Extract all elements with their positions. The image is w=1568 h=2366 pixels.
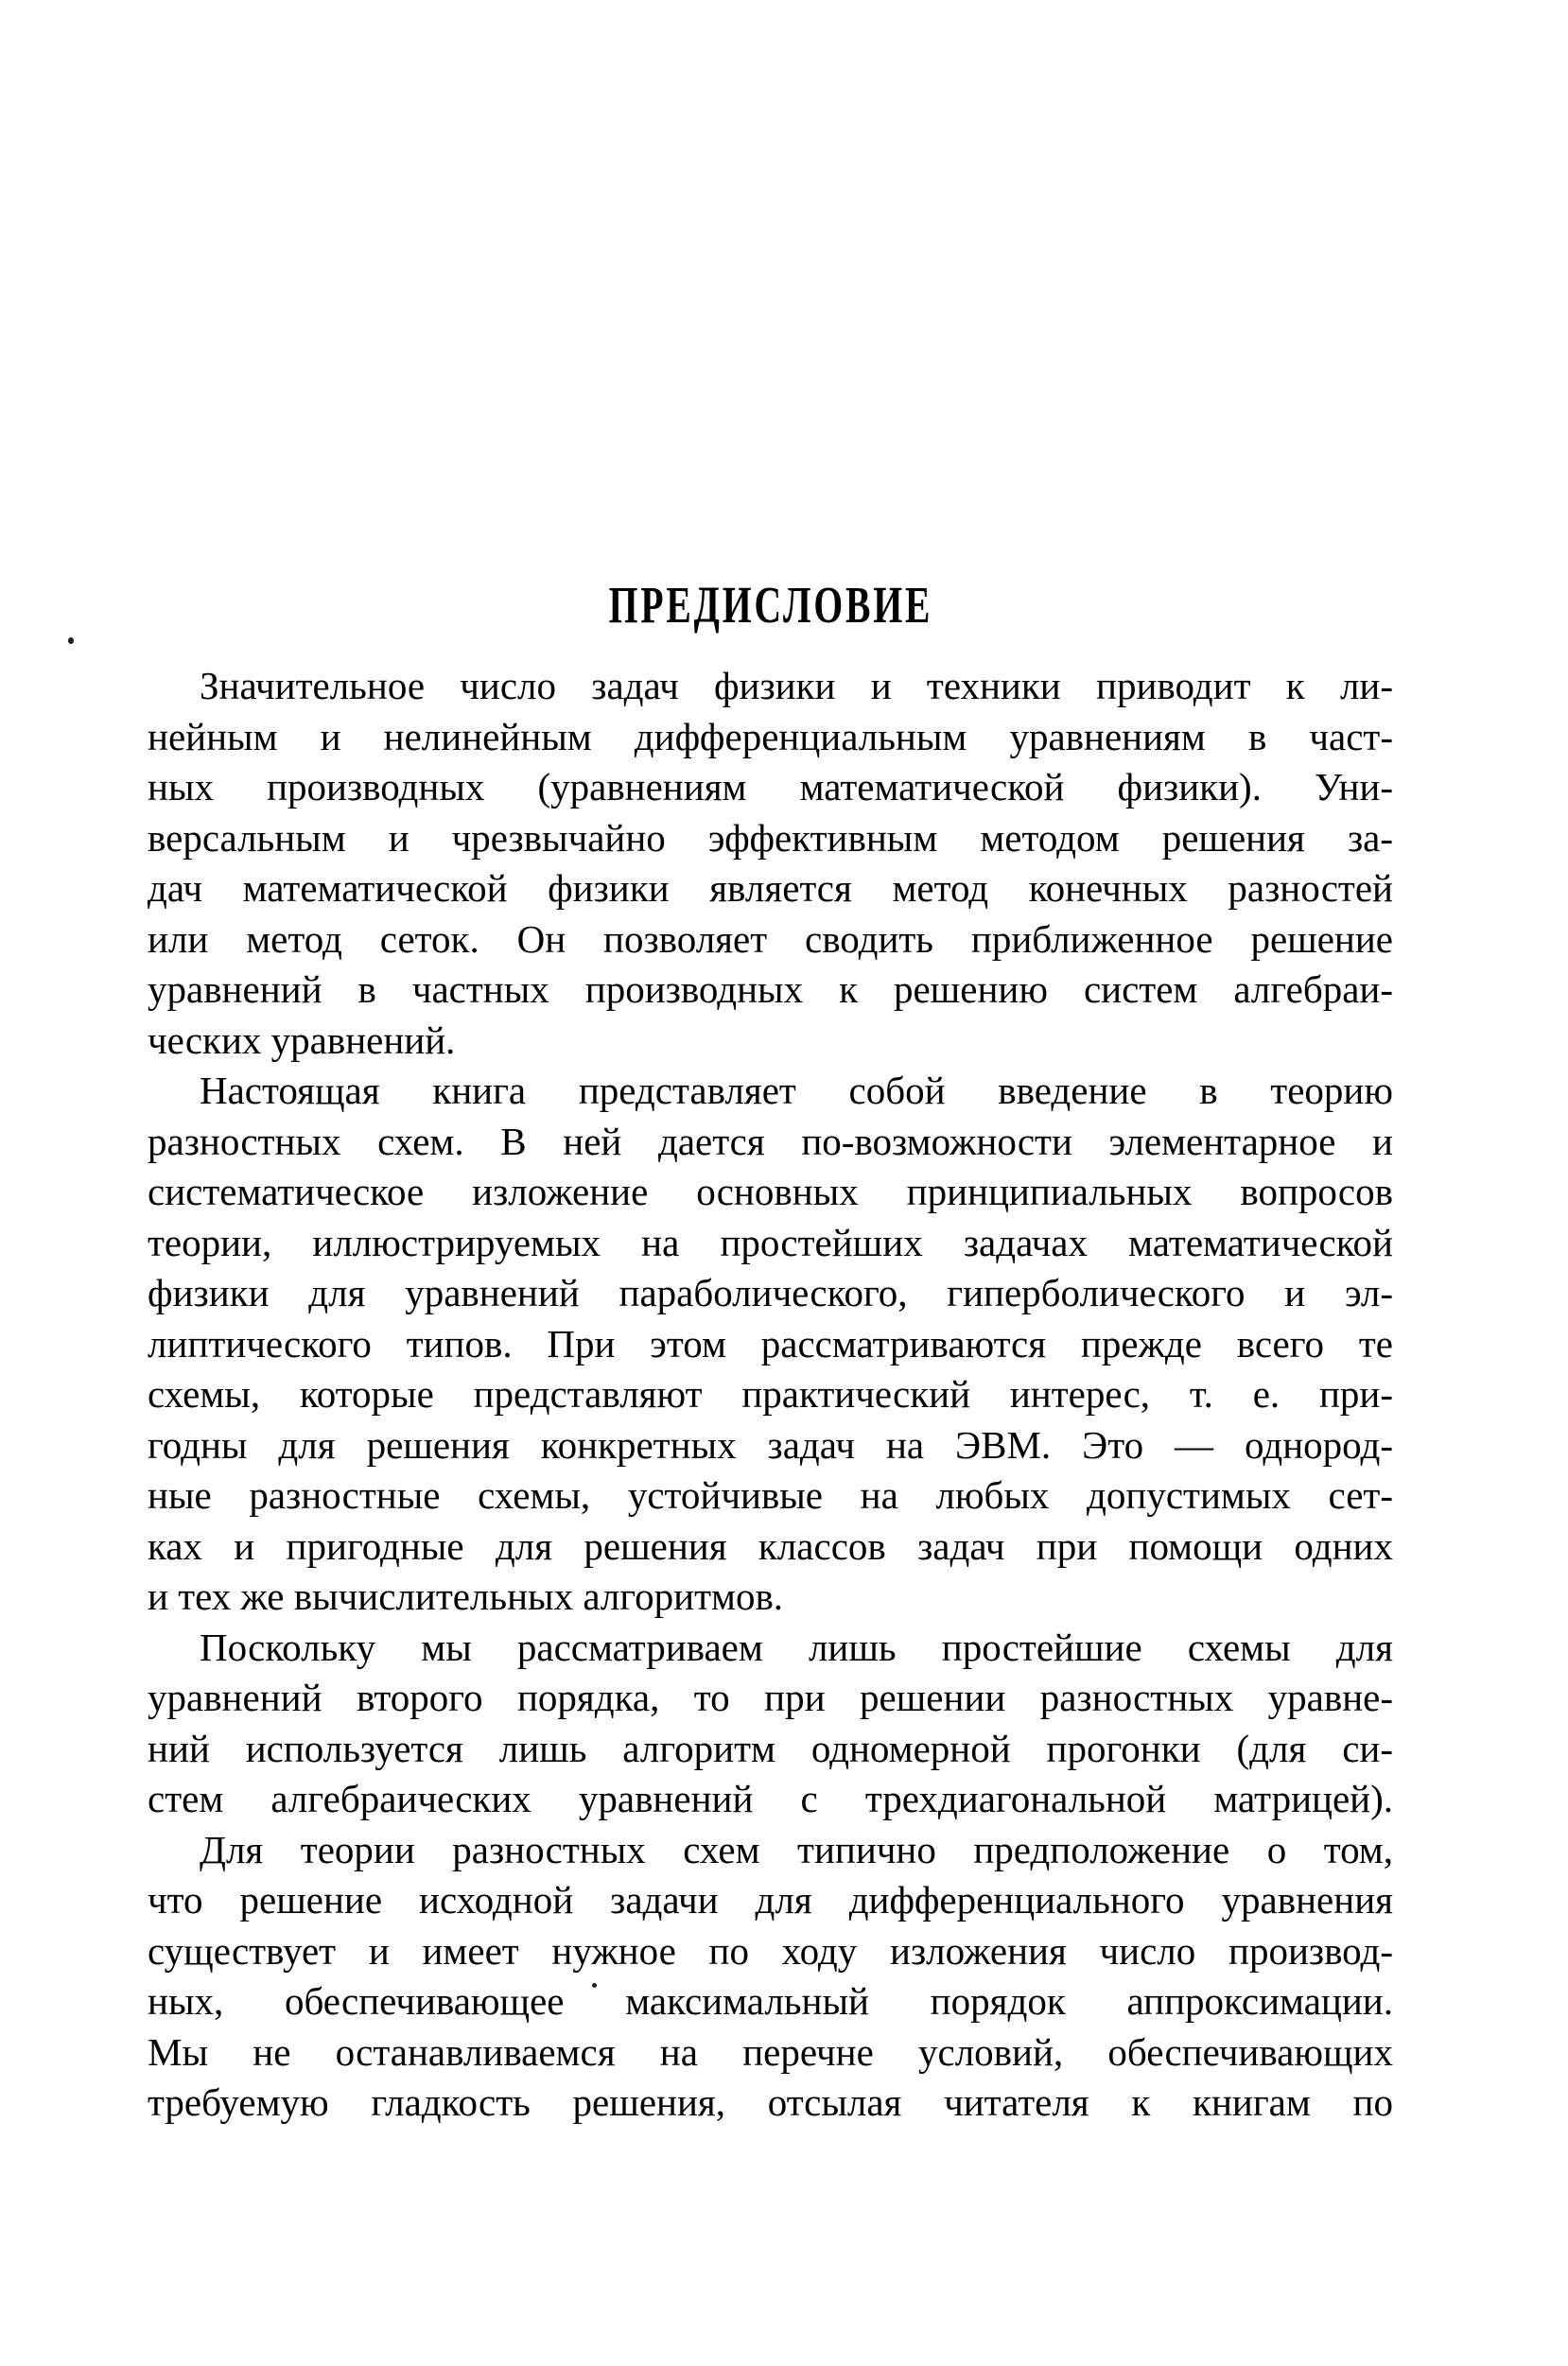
- text-block: [148, 661, 1393, 2129]
- text-line: годны для решения конкретных задач на ЭВМ. Это — однород-: [148, 1422, 1393, 1467]
- text-line: ческих уравнений.: [148, 1018, 456, 1062]
- text-line: систематическое изложение основных принципиальных вопросов: [148, 1170, 1393, 1213]
- text-line: и тех же вычислительных алгоритмов.: [148, 1574, 784, 1618]
- text-line: Мы не останавливаемся на перечне условий, обеспечивающих: [148, 2029, 1393, 2074]
- text-line: схемы, которые представляют практический интерес, т. е. при-: [148, 1372, 1393, 1416]
- text-line: дач математической физики является метод конечных разностей: [148, 866, 1393, 910]
- text-line: ний используется лишь алгоритм одномерной прогонки (для си-: [148, 1726, 1393, 1770]
- text-line: нейным и нелинейным дифференциальным уравнениям в част-: [148, 714, 1393, 758]
- text-line: стем алгебраических уравнений с трехдиагональной матрицей).: [148, 1777, 1393, 1820]
- text-line: Настоящая книга представляет собой введение в теорию: [200, 1069, 1393, 1112]
- text-line: уравнений второго порядка, то при решении разностных уравне-: [148, 1676, 1393, 1719]
- text-line: теории, иллюстрируемых на простейших задачах математической: [148, 1220, 1393, 1264]
- text-line: ных производных (уравнениям математической физики). Уни-: [148, 765, 1393, 809]
- text-line: разностных схем. В ней дается по-возможности элементарное и: [148, 1119, 1393, 1163]
- text-line: версальным и чрезвычайно эффективным методом решения за-: [148, 815, 1393, 860]
- text-line: уравнений в частных производных к решению систем алгебраи-: [148, 967, 1393, 1011]
- text-line: ках и пригодные для решения классов задач при помощи одних: [148, 1523, 1393, 1568]
- text-line: Значительное число задач физики и техники приводит к ли-: [200, 664, 1393, 707]
- page-title-text: ПРЕДИСЛОВИЕ: [608, 576, 932, 634]
- text-line: что решение исходной задачи для дифференциального уравнения: [148, 1878, 1393, 1922]
- text-line: ные разностные схемы, устойчивые на любых допустимых сет-: [148, 1473, 1393, 1517]
- text-line: липтического типов. При этом рассматриваются прежде всего те: [148, 1321, 1393, 1366]
- text-line: или метод сеток. Он позволяет сводить приближенное решение: [148, 916, 1393, 961]
- text-line: существует и имеет нужное по ходу изложения число производ-: [148, 1928, 1393, 1973]
- scan-speck: [68, 637, 74, 644]
- page-title: [148, 576, 1393, 634]
- text-line: Поскольку мы рассматриваем лишь простейшие схемы для: [200, 1625, 1393, 1669]
- text-line: Для теории разностных схем типично предположение о том,: [200, 1827, 1393, 1871]
- text-line: требуемую гладкость решения, отсылая читателя к книгам по: [148, 2080, 1393, 2124]
- text-line: физики для уравнений параболического, гиперболического и эл-: [148, 1271, 1393, 1314]
- text-line: ных, обеспечивающее максимальный порядок аппроксимации.: [148, 1979, 1393, 2023]
